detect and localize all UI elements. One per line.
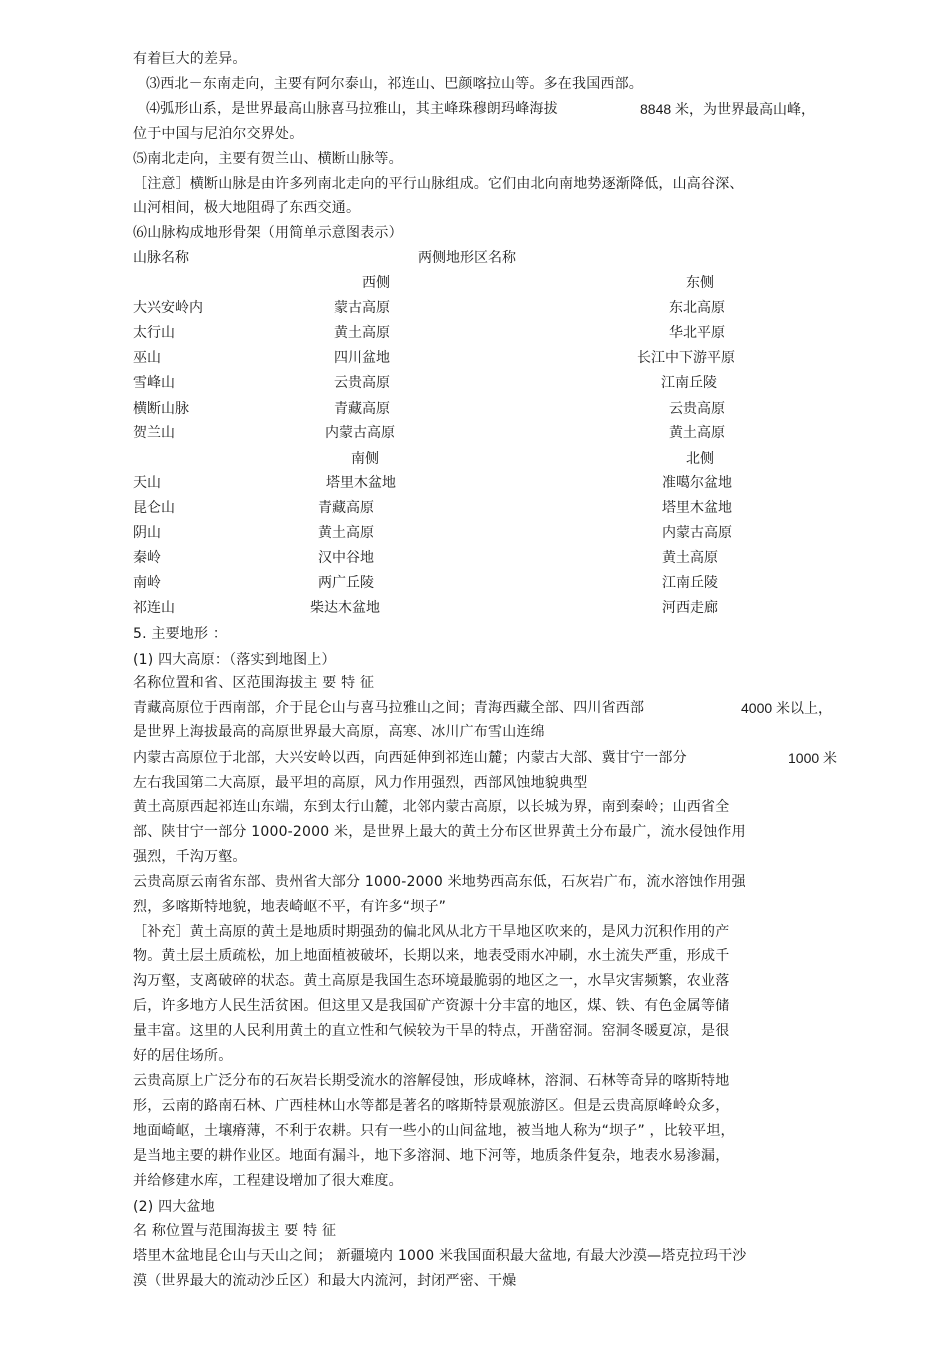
east-region: 江南丘陵 — [661, 375, 717, 391]
side-label-west: 西侧 — [362, 275, 390, 291]
plateau-row: 内蒙古高原位于北部，大兴安岭以西，向西延伸到祁连山麓；内蒙古大部、冀甘宁一部分 — [133, 750, 687, 766]
mountain-name: 大兴安岭内 — [133, 300, 203, 316]
west-region: 蒙古高原 — [334, 300, 390, 316]
north-region: 黄土高原 — [662, 550, 718, 566]
text-line: 8848 米，为世界最高山峰， — [640, 101, 816, 117]
east-region: 华北平原 — [669, 325, 725, 341]
mountain-name: 祁连山 — [133, 600, 175, 616]
basin-row: 漠（世界最大的流动沙丘区）和最大内流河，封闭严密、干燥 — [133, 1273, 517, 1289]
north-region: 江南丘陵 — [662, 575, 718, 591]
north-region: 准噶尔盆地 — [662, 475, 732, 491]
mountain-name: 阴山 — [133, 525, 161, 541]
text-line: ⑷弧形山系，是世界最高山脉喜马拉雅山，其主峰珠穆朗玛峰海拔 — [146, 101, 558, 117]
note-line: 山河相间，极大地阻碍了东西交通。 — [133, 200, 361, 216]
section-title: 5. 主要地形 ： — [133, 626, 228, 642]
table-header-regions: 两侧地形区名称 — [418, 250, 516, 266]
plateau-row: 左右我国第二大高原，最平坦的高原，风力作用强烈，西部风蚀地貌典型 — [133, 775, 588, 791]
plateau-row-altitude: 4000 米以上， — [741, 700, 833, 716]
text-line: ⑹山脉构成地形骨架（用简单示意图表示） — [133, 225, 403, 241]
subsection-title: (2) 四大盆地 — [133, 1199, 215, 1215]
south-region: 黄土高原 — [318, 525, 374, 541]
mountain-name: 横断山脉 — [133, 401, 189, 417]
south-region: 塔里木盆地 — [326, 475, 396, 491]
west-region: 云贵高原 — [334, 375, 390, 391]
plateau-row: 黄土高原西起祁连山东端，东到太行山麓，北邻内蒙古高原，以长城为界，南到秦岭；山西省全 — [133, 799, 730, 815]
plateau-table-header: 名称位置和省、区范围海拔主 要 特 征 — [133, 675, 375, 691]
plateau-row: 是世界上海拔最高的高原世界最大高原，高寒、冰川广布雪山连绵 — [133, 724, 545, 740]
subsection-title: (1) 四大高原：（落实到地图上） — [133, 652, 336, 668]
east-region: 东北高原 — [669, 300, 725, 316]
mountain-name: 巫山 — [133, 350, 161, 366]
east-region: 长江中下游平原 — [637, 350, 735, 366]
basin-row: 塔里木盆地昆仑山与天山之间； 新疆境内 1000 米我国面积最大盆地, 有最大沙漠—塔克拉玛干沙 — [133, 1248, 747, 1264]
plateau-row: 部、陕甘宁一部分 1000-2000 米，是世界上最大的黄土分布区世界黄土分布最广，流水侵蚀作用 — [133, 824, 746, 840]
supplement-line: 量丰富。这里的人民利用黄土的直立性和气候较为干旱的特点，开凿窑洞。窑洞冬暖夏凉，是很 — [133, 1023, 730, 1039]
plateau-row: 烈，多喀斯特地貌，地表崎岖不平，有许多“坝子” — [133, 899, 447, 915]
karst-line: 是当地主要的耕作业区。地面有漏斗，地下多溶洞、地下河等，地质条件复杂，地表水易渗漏， — [133, 1148, 730, 1164]
karst-line: 并给修建水库，工程建设增加了很大难度。 — [133, 1173, 403, 1189]
west-region: 黄土高原 — [334, 325, 390, 341]
note-line: ［注意］横断山脉是由许多列南北走向的平行山脉组成。它们由北向南地势逐渐降低，山高谷深、 — [133, 176, 744, 192]
text-line: 有着巨大的差异。 — [133, 51, 247, 67]
supplement-line: 物。黄土层土质疏松，加上地面植被破坏，长期以来，地表受雨水冲刷，水土流失严重，形成千 — [133, 948, 730, 964]
text-line: ⑶西北－东南走向，主要有阿尔泰山，祁连山、巴颜喀拉山等。多在我国西部。 — [146, 76, 643, 92]
text-line: 位于中国与尼泊尔交界处。 — [133, 126, 304, 142]
north-region: 河西走廊 — [662, 600, 718, 616]
plateau-row: 青藏高原位于西南部，介于昆仑山与喜马拉雅山之间；青海西藏全部、四川省西部 — [133, 700, 645, 716]
mountain-name: 太行山 — [133, 325, 175, 341]
side-label-north: 北侧 — [686, 451, 714, 467]
mountain-name: 雪峰山 — [133, 375, 175, 391]
supplement-line: 沟万壑，支离破碎的状态。黄土高原是我国生态环境最脆弱的地区之一，水旱灾害频繁，农业落 — [133, 973, 730, 989]
karst-line: 形，云南的路南石林、广西桂林山水等都是著名的喀斯特景观旅游区。但是云贵高原峰岭众多， — [133, 1098, 730, 1114]
karst-line: 地面崎岖，土壤瘠薄，不利于农耕。只有一些小的山间盆地，被当地人称为“坝子” ，比较平坦， — [133, 1123, 735, 1139]
mountain-name: 昆仑山 — [133, 500, 175, 516]
south-region: 汉中谷地 — [318, 550, 374, 566]
supplement-line: 好的居住场所。 — [133, 1048, 233, 1064]
side-label-east: 东侧 — [686, 275, 714, 291]
north-region: 塔里木盆地 — [662, 500, 732, 516]
west-region: 四川盆地 — [334, 350, 390, 366]
side-label-south: 南侧 — [351, 451, 379, 467]
south-region: 柴达木盆地 — [310, 600, 380, 616]
table-header-name: 山脉名称 — [133, 250, 189, 266]
karst-line: 云贵高原上广泛分布的石灰岩长期受流水的溶解侵蚀，形成峰林，溶洞、石林等奇异的喀斯特地 — [133, 1073, 730, 1089]
plateau-row: 云贵高原云南省东部、贵州省大部分 1000-2000 米地势西高东低，石灰岩广布，流水溶蚀作用强 — [133, 874, 746, 890]
south-region: 两广丘陵 — [318, 575, 374, 591]
supplement-line: ［补充］黄土高原的黄土是地质时期强劲的偏北风从北方干旱地区吹来的，是风力沉积作用的产 — [133, 924, 730, 940]
east-region: 云贵高原 — [669, 401, 725, 417]
plateau-row: 强烈，千沟万壑。 — [133, 849, 247, 865]
south-region: 青藏高原 — [318, 500, 374, 516]
east-region: 黄土高原 — [669, 425, 725, 441]
plateau-row-altitude: 1000 米 — [788, 750, 838, 766]
mountain-name: 秦岭 — [133, 550, 161, 566]
supplement-line: 后，许多地方人民生活贫困。但这里又是我国矿产资源十分丰富的地区，煤、铁、有色金属等储 — [133, 998, 730, 1014]
north-region: 内蒙古高原 — [662, 525, 732, 541]
text-line: ⑸南北走向，主要有贺兰山、横断山脉等。 — [133, 151, 403, 167]
west-region: 青藏高原 — [334, 401, 390, 417]
west-region: 内蒙古高原 — [325, 425, 395, 441]
mountain-name: 天山 — [133, 475, 161, 491]
basin-table-header: 名 称位置与范围海拔主 要 特 征 — [133, 1223, 337, 1239]
mountain-name: 南岭 — [133, 575, 161, 591]
mountain-name: 贺兰山 — [133, 425, 175, 441]
